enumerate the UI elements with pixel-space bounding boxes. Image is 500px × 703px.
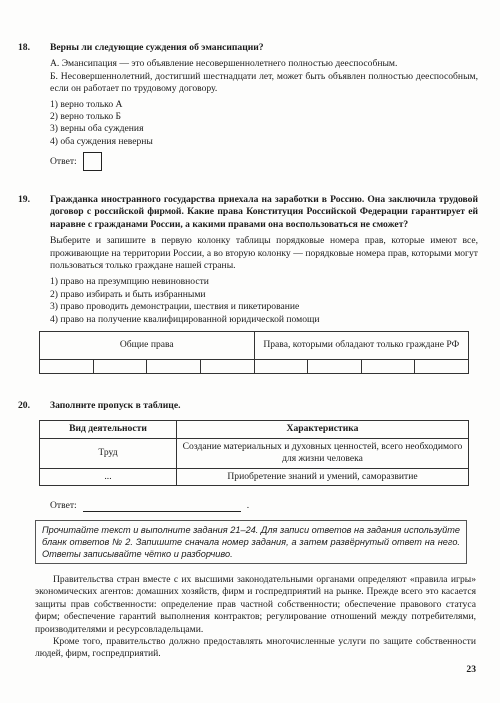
option-4: 4) право на получение квалифицированной юридической помощи <box>50 313 320 325</box>
answer-period: . <box>246 500 250 512</box>
answer-box[interactable] <box>83 152 102 171</box>
instruction-text: Выберите и запишите в первую колонку таблицы порядковые номера прав, которые имеют все, проживающие на территории России, а во вторую колонку — порядковые номера прав, которыми могут пользоваться только граждане нашей страны. <box>50 235 478 272</box>
question-18 <box>18 42 478 171</box>
question-number: 18. <box>18 42 30 53</box>
activity-cell: Труд <box>40 438 177 468</box>
characteristic-cell: Приобретение знаний и умений, саморазвитие <box>177 468 469 485</box>
answer-cell[interactable] <box>147 360 201 374</box>
option-1[interactable]: 1) верно только А <box>50 98 123 110</box>
header-activity: Вид деятельности <box>40 421 177 438</box>
answer-cell[interactable] <box>40 360 94 374</box>
question-number: 19. <box>18 194 30 205</box>
answer-label: Ответ: <box>50 155 77 167</box>
question-20 <box>18 400 478 512</box>
answer-cell[interactable] <box>200 360 254 374</box>
answer-line[interactable] <box>83 501 241 512</box>
question-text: Заполните пропуск в таблице. <box>50 400 181 411</box>
option-3[interactable]: 3) верны оба суждения <box>50 123 144 135</box>
option-3: 3) право проводить демонстрации, шествия и пикетирование <box>50 301 300 313</box>
page-number: 23 <box>466 664 476 675</box>
reading-text <box>35 574 476 661</box>
answer-cell[interactable] <box>308 360 362 374</box>
statement-b: Б. Несовершеннолетний, достигший шестнадцати лет, может быть объявлен полностью дееспособным, если он работает по трудовому договору. <box>50 70 478 95</box>
text-paragraph-2: Кроме того, правительство должно предоставлять многочисленные услуги по защите собственности людей, фирм, госпредприятий. <box>35 636 476 660</box>
question-text: Верны ли следующие суждения об эмансипации? <box>50 42 264 53</box>
text-paragraph-1: Правительства стран вместе с их высшими законодательными органами определяют «правила игры» экономических агентов: домашних хозяйств, фирм и госпредприятий на рынке. Прежде всего это касается защиты прав собственности: определение прав частной собственности; обеспечение правового статуса фирм; обеспечение гарантий выполнения контрактов; регулирование отношений между потребителями, производителями и ресурсовладельцами. <box>35 574 476 635</box>
option-2[interactable]: 2) верно только Б <box>50 111 122 123</box>
characteristic-cell: Создание материальных и духовных ценностей, всего необходимого для жизни человека <box>177 438 469 468</box>
col-citizen-rights: Права, которыми обладают только граждане РФ <box>254 332 469 360</box>
header-characteristic: Характеристика <box>177 421 469 438</box>
answer-cell[interactable] <box>415 360 469 374</box>
statement-a: А. Эмансипация — это объявление несовершеннолетнего полностью дееспособным. <box>50 58 398 70</box>
option-4[interactable]: 4) оба суждения неверны <box>50 135 153 147</box>
answer-cell[interactable] <box>93 360 147 374</box>
instruction-box: Прочитайте текст и выполните задания 21–24. Для записи ответов на задания используйте бланк ответов № 2. Запишите сначала номер задания, а затем развёрнутый ответ на него. Ответы записывайте чётко и разборчиво. <box>35 520 467 564</box>
answer-row <box>50 152 478 171</box>
answer-cell[interactable] <box>254 360 308 374</box>
answer-label: Ответ: <box>50 500 77 512</box>
rights-table <box>39 331 469 374</box>
col-general-rights: Общие права <box>40 332 255 360</box>
activity-table <box>39 420 469 486</box>
blank-activity-cell[interactable]: ... <box>40 468 177 485</box>
answer-row <box>50 500 478 512</box>
answer-cell[interactable] <box>361 360 415 374</box>
question-text: Гражданка иностранного государства приехала на заработки в Россию. Она заключила трудовой договор с российской фирмой. Какие права Конституция Российской Федерации гарантирует ей наравне с гражданами России, а какими правами она воспользоваться не сможет? <box>50 194 478 230</box>
question-19 <box>18 194 478 374</box>
option-1: 1) право на презумпцию невиновности <box>50 276 209 288</box>
option-2: 2) право избирать и быть избранными <box>50 288 206 300</box>
question-number: 20. <box>18 400 30 411</box>
